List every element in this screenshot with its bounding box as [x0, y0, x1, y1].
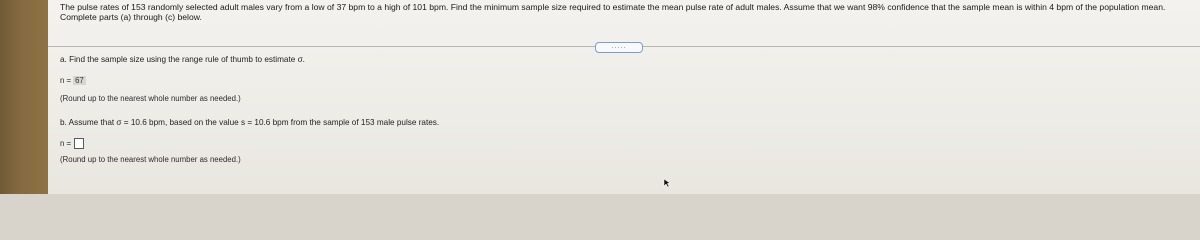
mouse-cursor-icon — [663, 178, 671, 188]
part-b-answer-line — [60, 138, 84, 149]
part-b-prompt: b. Assume that σ = 10.6 bpm, based on the value s = 10.6 bpm from the sample of 153 male pulse rates. — [60, 118, 440, 127]
question-text: The pulse rates of 153 randomly selected adult males vary from a low of 37 bpm to a high of 101 bpm. Find the minimum sample size required to estimate the mean pulse rate of adult males. Assume that we want 98% confidence that the sample mean is within 4 bpm of the population mean. Complete parts (a) through (c) below. — [60, 2, 1166, 22]
expand-question-button[interactable]: ..... — [595, 42, 643, 53]
part-a-answer-line — [60, 76, 86, 85]
part-a-rounding-note: (Round up to the nearest whole number as needed.) — [60, 94, 241, 103]
left-background-strip — [0, 0, 48, 194]
part-b-rounding-note: (Round up to the nearest whole number as needed.) — [60, 155, 241, 164]
part-a-n-label: n = — [60, 76, 72, 85]
question-panel — [48, 0, 1200, 194]
part-b-answer-input[interactable] — [74, 138, 84, 149]
part-b-n-label: n = — [60, 139, 72, 148]
part-a-answer-value[interactable]: 67 — [75, 76, 84, 85]
part-a-prompt: a. Find the sample size using the range rule of thumb to estimate σ. — [60, 55, 305, 64]
